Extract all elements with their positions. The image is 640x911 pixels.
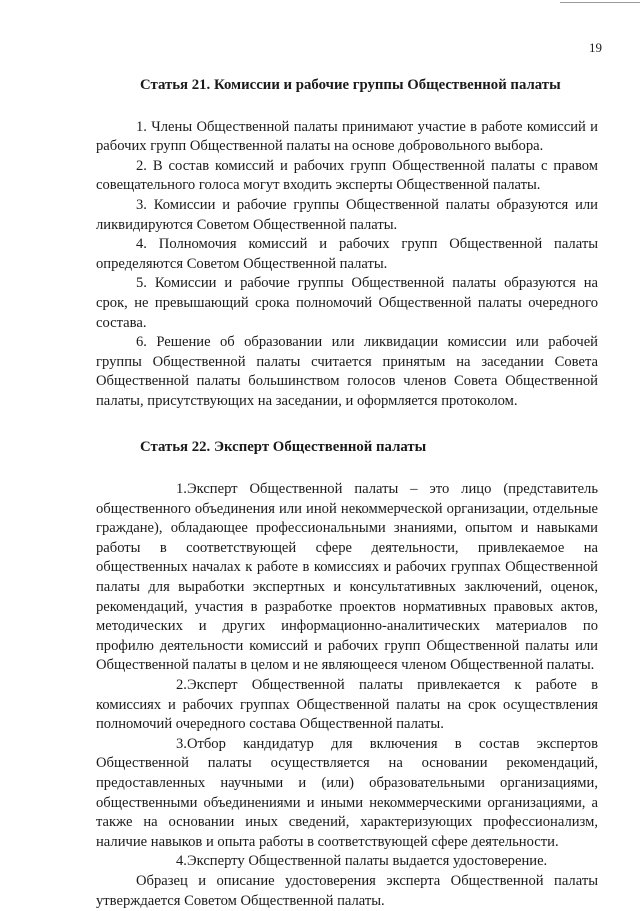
item-number: 1. xyxy=(176,481,187,498)
item-text: Отбор кандидатур для включения в состав экспертов Общественной палаты осуществляется на основании рекомендаций, предоставленных научными и (или) образовательными организациями, общественными объединениями и иными некоммерческими организациями, а также на основании иных сведений, характеризующих профессионализм, наличие навыков и опыта работы в соответствующей сфере деятельности. xyxy=(96,735,598,850)
item-number: 2. xyxy=(176,677,187,694)
article-22-closing: Образец и описание удостоверения эксперта Общественной палаты утверждается Советом Общественной палаты. xyxy=(96,872,598,909)
article-22-item xyxy=(96,480,598,676)
article-21-paragraph: 4. Полномочия комиссий и рабочих групп Общественной палаты определяются Советом Общественной палаты. xyxy=(96,236,598,272)
item-text: Эксперт Общественной палаты привлекается к работе в комиссиях и рабочих группах Общественной палаты на срок осуществления полномочий очередного состава Общественной палаты. xyxy=(96,677,598,733)
article-22-title: Статья 22. Эксперт Общественной палаты xyxy=(140,438,427,455)
article-22-item xyxy=(96,735,598,853)
top-edge-rule xyxy=(560,2,640,3)
page-number: 19 xyxy=(589,40,602,55)
item-number: 4. xyxy=(176,853,187,870)
article-21-paragraph: 5. Комиссии и рабочие группы Общественной палаты образуются на срок, не превышающий срока полномочий Общественной палаты очередного состава. xyxy=(96,275,598,331)
article-21-paragraph: 3. Комиссии и рабочие группы Общественной палаты образуются или ликвидируются Советом Общественной палаты. xyxy=(96,196,598,233)
article-22-item xyxy=(96,852,598,872)
article-22-item xyxy=(96,676,598,735)
item-text: Эксперту Общественной палаты выдается удостоверение. xyxy=(186,853,548,870)
document-body xyxy=(96,76,598,911)
article-21-paragraph: 6. Решение об образовании или ликвидации комиссии или рабочей группы Общественной палаты считается принятым на заседании Совета Общественной палаты большинством голосов членов Совета Общественной палаты, присутствующих на заседании, и оформляется протоколом. xyxy=(96,334,598,409)
article-21-title: Статья 21. Комиссии и рабочие группы Общественной палаты xyxy=(140,77,561,93)
article-21-paragraph: 1. Члены Общественной палаты принимают участие в работе комиссий и рабочих групп Общественной палаты на основе добровольного выбора. xyxy=(96,118,598,155)
article-21-paragraph: 2. В состав комиссий и рабочих групп Общественной палаты с правом совещательного голоса могут входить эксперты Общественной палаты. xyxy=(96,157,598,194)
item-number: 3. xyxy=(176,735,187,752)
item-text: Эксперт Общественной палаты – это лицо (представитель общественного объединения или иной некоммерческой организации, отдельные граждане), обладающее профессиональными знаниями, опытом и навыками работы в соответствующей сфере деятельности, привлекаемое на общественных началах к работе в комиссиях и рабочих группах Общественной палаты для выработки экспертных и консультативных заключений, оценок, рекомендаций, участия в разработке проектов нормативных правовых актов, методических и других информационно-аналитических материалов по профилю деятельности комиссий и рабочих групп Общественной палаты или Общественной палаты в целом и не являющееся членом Общественной палаты. xyxy=(96,481,598,674)
